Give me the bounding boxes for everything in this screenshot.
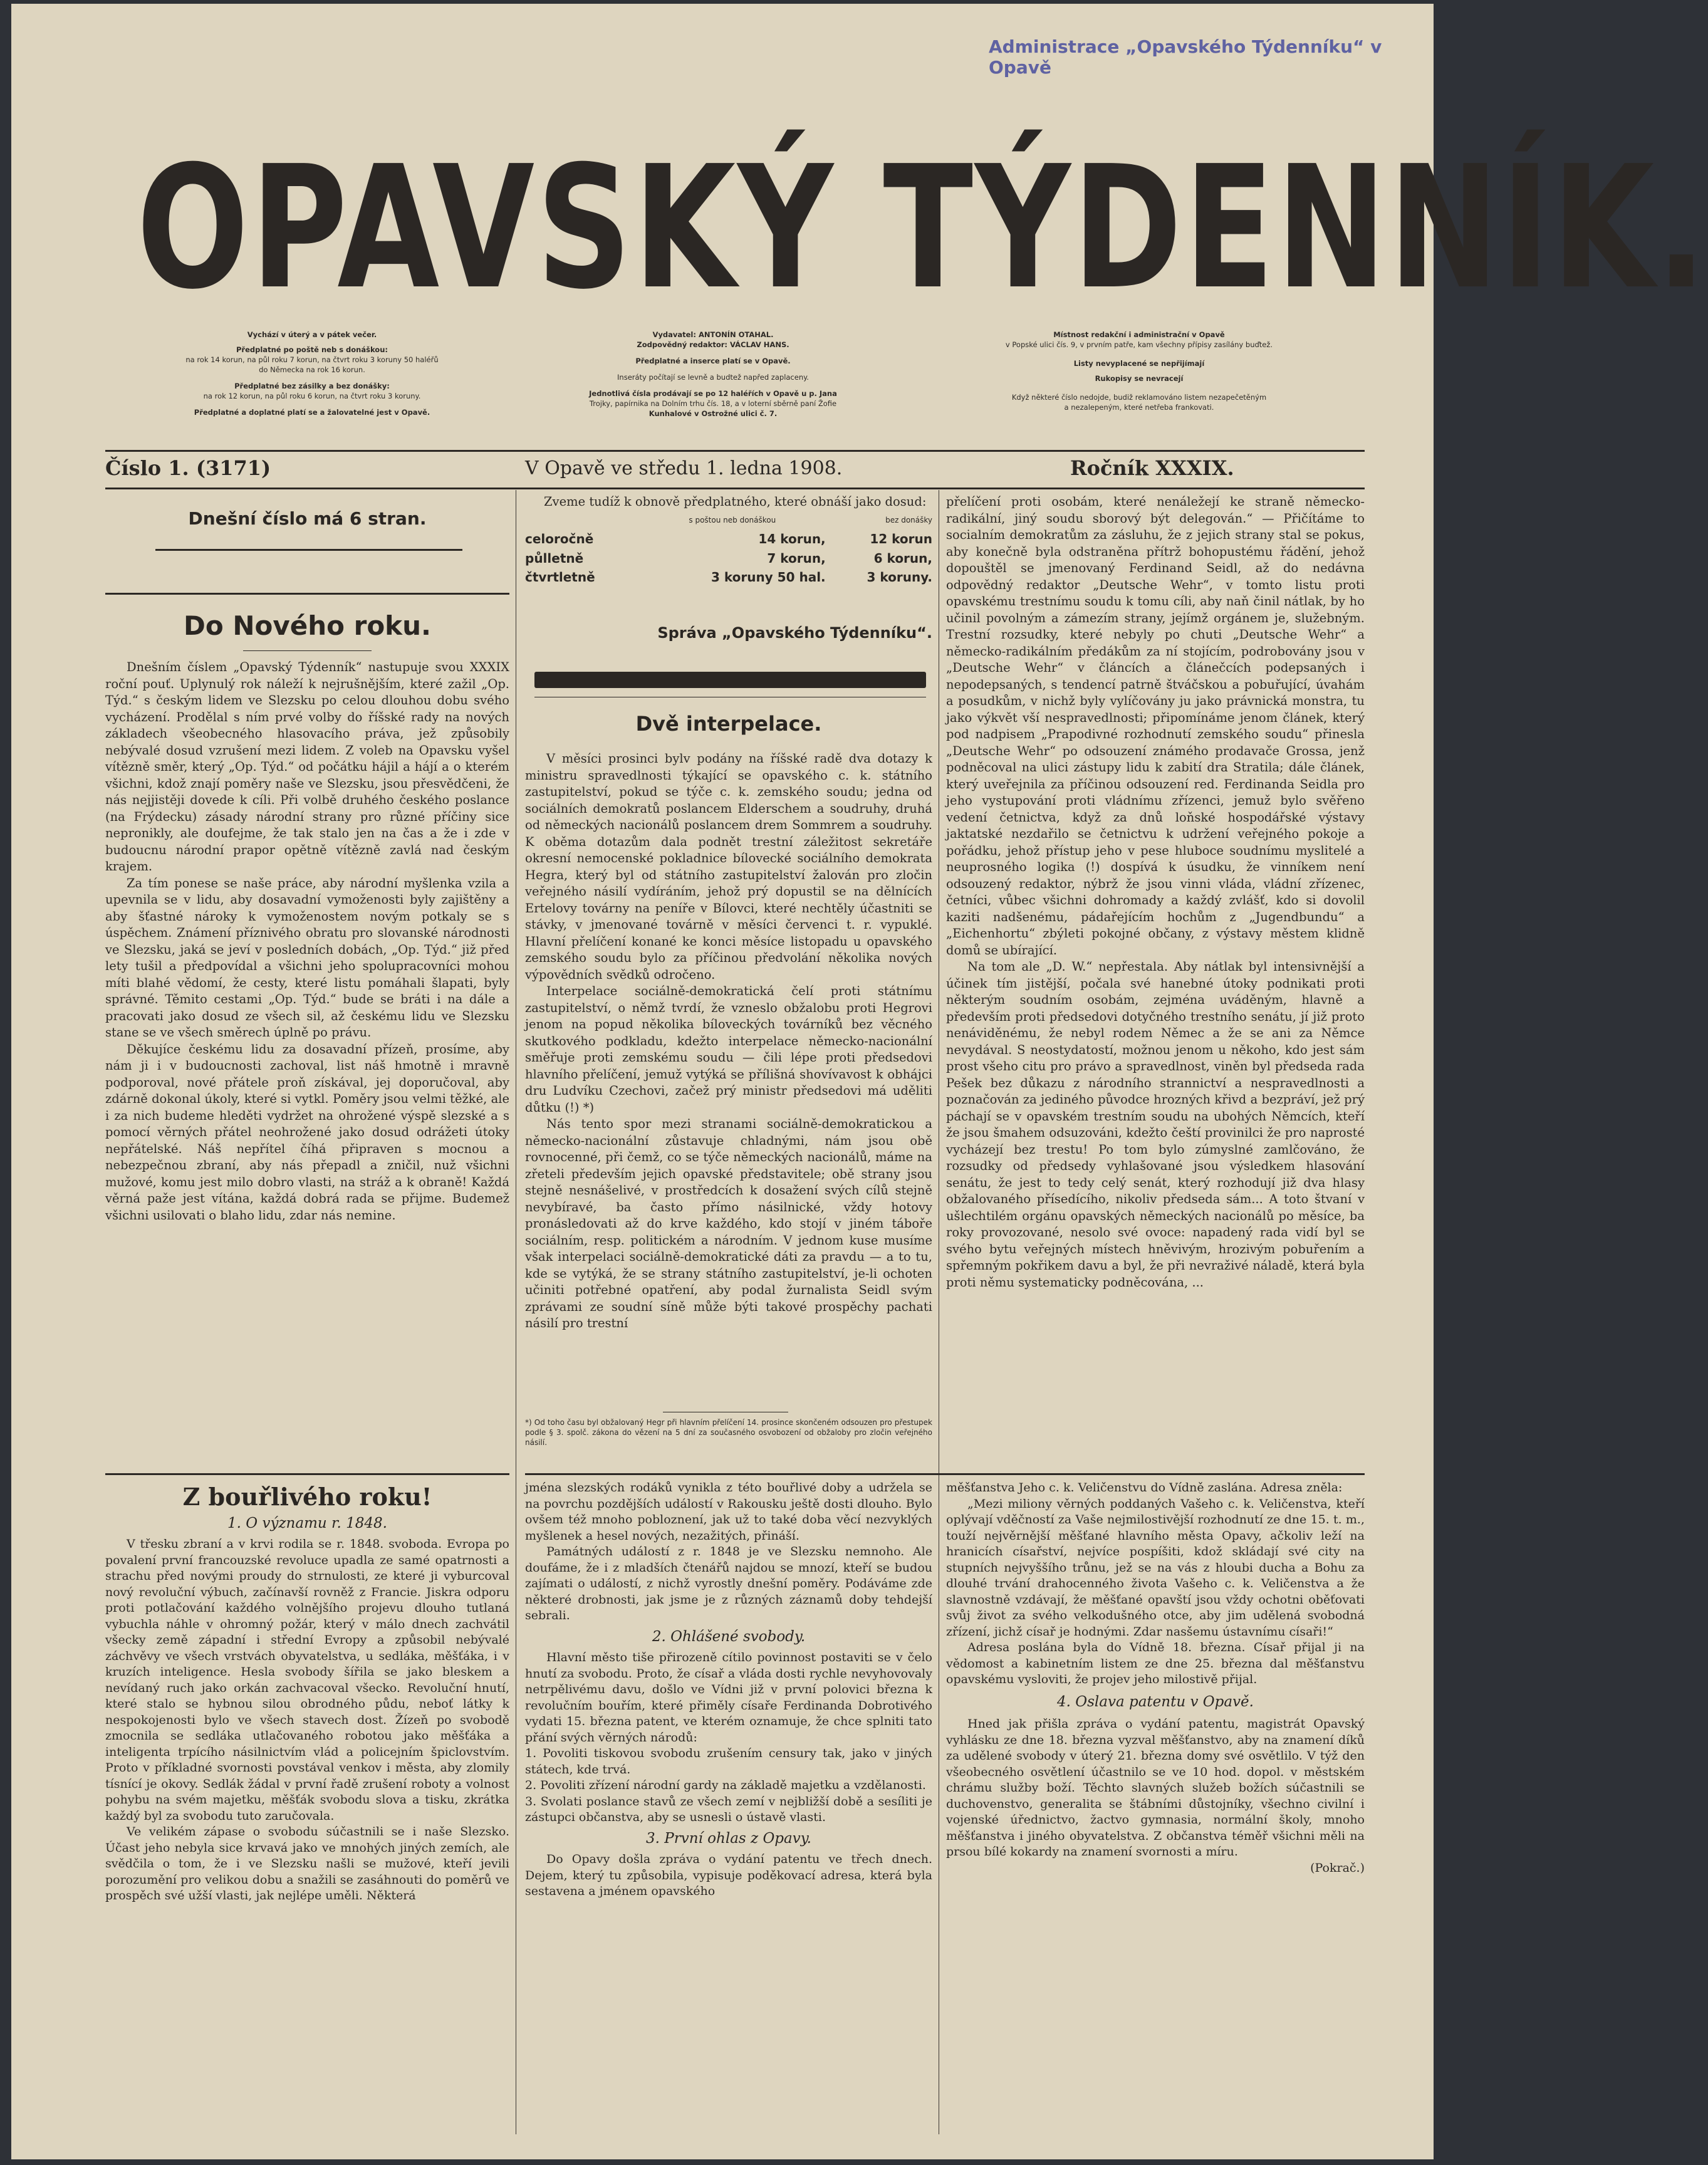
administration-stamp: Administrace „Opavského Týdenníku“ v Opavě xyxy=(989,36,1382,78)
info-ads: Inseráty počítají se levně a budtež napřed zaplaceny. xyxy=(617,373,809,382)
issue-date: V Opavě ve středu 1. ledna 1908. xyxy=(525,457,843,479)
masthead-title: OPAVSKÝ TÝDENNÍK. xyxy=(137,129,1708,326)
art4-title: Z bouřlivého roku! xyxy=(182,1483,432,1511)
art1-top-rule xyxy=(105,593,509,595)
subscription-row xyxy=(525,568,932,587)
art1-paragraph: Děkujíce českému lidu za dosavadní přízeň, prosíme, aby nám ji i v budoucnosti zachoval, list náš hmotně i mravně podporoval, nové přátele proň získával, jej doporučoval, aby zdárně dokonal úkoly, které si vytkl. Poměry jsou velmi těžké, ale i za nich budeme hleděti vydržet na ohrožené výspě slezské a s pomocí věrných přátel neohrožené jako dosud odrážeti útoky nepřátelské. Náš nepřítel číhá připraven s mocnou a nebezpečnou zbraní, aby nás přepadl a zničil, nuž všichni mužové, komu jest milo dobro vlasti, na stráž a k obraně! Každá věrná paže jest vítána, každá dobrá rada se přijme. Budemež všichni usilovati o blaho lidu, zdar nás nemine. xyxy=(105,1041,509,1223)
sub-nopost: 3 koruny. xyxy=(867,570,932,585)
issue-volume: Ročník XXXIX. xyxy=(1070,456,1234,480)
art4-paragraph: měšťanstva Jeho c. k. Veličenstvu do Vídně zaslána. Adresa zněla: xyxy=(946,1481,1343,1495)
art4-paragraph: Památných událostí z r. 1848 je ve Slezsku nemnoho. Ale doufáme, že i z mladších čtenářů najdou se mnozí, kteří se budou zajímati o událostí, z nichž vyrostly dnešní poměry. Podáváme zde některé drobnosti, jak jsme je z různých záznamů doby tehdejší sebrali. xyxy=(525,1545,932,1622)
sub-period: celoročně xyxy=(525,531,594,546)
art4-list-item: 2. Povoliti zřízení národní gardy na základě majetku a vzdělanosti. xyxy=(525,1778,926,1792)
sub-post: 3 koruny 50 hal. xyxy=(711,570,826,585)
info-complaint-2: a nezalepeným, které netřeba frankovati. xyxy=(1064,403,1214,412)
top-rule xyxy=(105,450,1365,452)
issue-rule xyxy=(105,488,1365,489)
info-publisher: Vydavatel: ANTONÍN OTAHAL. xyxy=(652,330,774,339)
info-left xyxy=(105,330,519,417)
art4-subhead-3: 3. První ohlas z Opavy. xyxy=(645,1830,811,1847)
decorative-band xyxy=(534,672,926,688)
sub-period: půlletně xyxy=(525,550,584,566)
subscription-row xyxy=(525,530,932,549)
subscription-box xyxy=(525,494,932,587)
art4-col2 xyxy=(525,1480,932,1900)
art4-paragraph: Hned jak přišla zpráva o vydání patentu, magistrát Opavský vyhlásku ze dne 18. března vyzval měšťanstvo, aby na znamení díků za udělené svobody v úterý 21. března domy své osvětlilo. V týž den všeobecného osvětlení účastnilo se ve 10 hod. dopol. v městském chrámu služby boží. Těchto slavných služeb božích súčastnili se duchovenstvo, generalita se štábními důstojníky, všechno civilní i vojenské úřednictvo, žactvo gymnasia, normální školy, mnoho měšťanstva i jiného obyvatelstva. Z občanstva téměř všichni měli na prsou bílé kokardy na znamení svornosti a míru. xyxy=(946,1717,1365,1859)
pages-note: Dnešní číslo má 6 stran. xyxy=(188,508,427,529)
subscription-table xyxy=(525,511,932,587)
art3-paragraph: přelíčení proti osobám, které nenáležejí ke straně německo-radikální, jiný soudu sborový být delegován.“ — Přičítáme to socialním demokratům za zásluhu, že z jejich strany stal se pokus, aby konečně byla odstraněna přítrž bohopustému řádění, jehož dopouštěl se jmenovaný Ferdinand Seidl, až do nedávna odpovědný redaktor „Deutsche Wehr“, v tomto listu proti opavskému trestnímu soudu k tomu cíli, aby naň činil nátlak, by ho učinil povolným a zámezím strany, jejímž orgánem je, služebným. Trestní rozsudky, které nebyly po chuti „Deutsche Wehr“ a německo-radikálním předákům za ní stojícím, podrobovány jsou v „Deutsche Wehr“ v článcích a článečcích podepsaných i nepodepsaných, s tendencí patrně štváčskou a pobuřující, úvahám a posudkům, v nichž byly vylíčovány ju jako právnická monstra, tu jako výkvět vší nespravedlnosti; připomínáme jenom článek, který pod nadpisem „Prapodivné rozhodnutí zemského soudu“ přinesla „Deutsche Wehr“ po odsouzení známého prodavače Grossa, jenž podněcoval na ulici zástupy lidu k zabití dra Stratila; dále článek, který uveřejnila za příčinou odsouzení red. Ferdinanda Seidla pro jeho vystupování proti vládnímu zřízenci, jemuž bylo svěřeno vedení četnictva, když za dnů loňské hospodářské výstavy jaktatské nezdařilo se četnictvu k udržení veřejného pokoje a pořádku, jehož přístup jeho v pese hluboce soudnímu myslitelé a neuprosného logika (!) dospívá k úsudku, že vinníkem není odsouzený redaktor, nýbrž že jsou vinni vláda, vládní zřízenec, četníci, vůbec všichni dohromady a každý zvlášť, kdo si dovolil kaziti nadšenému, pádařejícím hochům z „Jugendbundu“ a „Eichenhortu“ zbýleti pokojné občany, z výstavy městem klidně domů se ubírající. xyxy=(946,494,1365,957)
lower-rule xyxy=(525,1473,1365,1475)
subscription-signature: Správa „Opavského Týdenníku“. xyxy=(657,624,932,642)
info-office-addr: v Popské ulici čís. 9, v prvním patře, kam všechny přípisy zasílány buďtež. xyxy=(1005,340,1273,349)
sub-col-post: s poštou neb donáškou xyxy=(689,515,776,524)
art4-top-rule xyxy=(105,1473,509,1475)
art1-paragraph: Dnešním číslem „Opavský Týdenník“ nastupuje svou XXXIX roční pouť. Uplynulý rok náleží k nejrušnějším, které zažil „Op. Týd.“ s českým lidem ve Slezsku po celou dlouhou dobu svého vycházení. Prodělal s ním prvé volby do říšské rady na nových základech všeobecného hlasovacího práva, jež způsobily nebývalé dosud vzrušení mezi lidem. Z voleb na Opavsku vyšel vítězně směr, který „Op. Týd.“ od počátku hájil a hájí a o kterém všichni, kdož znají poměry naše ve Slezsku, jsou přesvědčeni, že nás nejjistěji dovede k cíli. Při volbě druhého českého poslance (na Frýdecku) zásady národní strany pro různé příčiny sice nepronikly, ale doufejme, že tak stalo jen na čas a že i zde v budoucnu národní prapor opětně vítězně zavlá nad českým krajem. xyxy=(105,660,509,874)
info-advance: Předplatné a doplatné platí se a žalovatelné jest v Opavě. xyxy=(194,408,430,417)
art4-paragraph: Do Opavy došla zpráva o vydání patentu ve třech dnech. Dejem, který tu způsobila, vypisuje poděkovací adresa, která byla sestavena a jménem opavského xyxy=(525,1852,932,1898)
art1-paragraph: Za tím ponese se naše práce, aby národní myšlenka vzila a upevnila se v lidu, aby dosavadní vymoženosti byly zajištěny a aby šťastné nároky k vymoženostem novým potkaly se s úspěchem. Známení příznivého obratu pro slovanské národnosti ve Slezsku, jaká se jeví v posledních dobách, „Op. Týd.“ již před lety tušil a předpovídal a všichni jeho spolupracovníci mohou míti blahé vědomí, že cesty, které listu pomáhali šlapati, byly správné. Těmito cestami „Op. Týd.“ bude se bráti i na dále a pracovati jako dosud ze všech sil, až českému lidu ve Slezsku stane se ve všech směrech úplně po právu. xyxy=(105,875,509,1040)
sub-post: 7 korun, xyxy=(767,550,826,566)
sub-nopost: 12 korun xyxy=(870,531,932,546)
newspaper-page xyxy=(11,4,1708,2159)
art4-paragraph: Ve velikém zápase o svobodu súčastnili se i naše Slezsko. Účast jeho nebyla sice krvavá jako ve mnohých jiných zemích, ale svědčila o tom, že i ve Slezsku našli se mužové, kteří jevili porozumění pro velikou dobu a snažili se zasáhnouti do poměrů ve prospěch své užší vlasti, jak nejlépe uměli. Některá xyxy=(105,1825,509,1902)
art4-subhead-2: 2. Ohlášené svobody. xyxy=(652,1628,806,1645)
art2-paragraph: V měsíci prosinci bylv podány na říšské radě dva dotazy k ministru spravedlnosti týkající se opavského c. k. státního zastupitelství, pokud se týče c. k. zemského soudu; jedna od sociálních demokratů poslancem Elderschem a soudruhy, druhá od německých nacionálů poslancem drem Sommrem a soudruhy. K oběma dotazům dala podnět trestní záležitost sekretáře okresní nemocenské pokladnice bílovecké sociálního demokrata Hegra, který byl od státního zastupitelství žalován pro zločin veřejného násilí vydíráním, jehož prý dopustil se na dělnících Ertelovy továrny na peníře v Bílovci, které nechtěly účastniti se stávky, v jmenované továrně v měsíci červenci t. r. vypuklé. Hlavní přelíčení konané ke konci měsíce listopadu u opavského zemského soudu bylo za příčinou předvolání několika nových výpovědních svědků odročeno. xyxy=(525,751,932,982)
art1-title: Do Nového roku. xyxy=(184,610,431,641)
art4-col1 xyxy=(105,1536,509,1904)
info-pickup-rates: na rok 12 korun, na půl roku 6 korun, na čtvrt roku 3 koruny. xyxy=(203,392,421,400)
info-published: Vychází v úterý a v pátek večer. xyxy=(247,330,377,339)
sub-nopost: 6 korun, xyxy=(873,550,932,566)
art4-continued: (Pokrač.) xyxy=(1310,1860,1365,1875)
info-editor: Zodpovědný redaktor: VÁCLAV HANS. xyxy=(637,340,789,349)
art2-footnote: *) Od toho času byl obžalovaný Hegr při hlavním přelíčení 14. prosince skončeném odsouzen pro přestupek podle § 3. spolč. zákona do vězení na 5 dní za současného osvobození od obžaloby pro zločin veřejného násilí. xyxy=(525,1418,932,1447)
art4-col3 xyxy=(946,1480,1365,1876)
info-manuscripts: Rukopisy se nevracejí xyxy=(1095,374,1184,383)
issue-number: Číslo 1. (3171) xyxy=(105,456,271,480)
info-single-1: Jednotlivá čísla prodávají se po 12 haléřích v Opavě u p. Jana xyxy=(589,389,837,398)
art4-paragraph: jména slezských rodáků vynikla z této bouřlivé doby a udržela se na povrchu pozdějších událostí v Rakousku ještě dosti dlouho. Bylo ovšem též mnoho pobloznení, jak už to také doba věcí nezvyklých myšlenek a hesel nových, nezažitých, přináší. xyxy=(525,1481,932,1543)
art2-body xyxy=(525,751,932,1332)
art4-paragraph: V třesku zbraní a v krvi rodila se r. 1848. svoboda. Evropa po povalení první francouzské revoluce upadla ze samé opatrnosti a strachu před novými proudy do strnulosti, ze které ji vyburcoval nový revoluční výbuch, začínavší rovněž z Francie. Jiskra odporu proti potlačování každého volnějšího projevu dlouho tutlaná vybuchla náhle v ohromný požár, který v málo dnech zachvátil všecky země západní i střední Evropy a způsobil nebývalé záchvěvy ve všech vrstvách obyvatelstva, u sedláka, měšťáka, i v kruzích inteligence. Hesla svobody šířila se jako bleskem a nevídaný ruch jako orkán zachvacoval všecko. Revoluční hnutí, které stalo se hybnou silou obrodného půdu, neboť látky k nespokojenosti bylo ve všech stavech dost. Žízeň po svobodě zmocnila se sedláka utlačovaného robotou jako měšťáka a inteligenta trpícího násilnictvím vlád a policejním špiclovstvím. Proto v příkladné svornosti povstával venkov i města, aby zlomily tísnící je okovy. Sedlák žádal v první řadě zrušení roboty a volnost pohybu na svém majetku, měšťák svobodu slova a tisku, zkrátka každý byl za svobodu tuto zaručovala. xyxy=(105,1537,509,1823)
art4-subhead-4: 4. Oslava patentu v Opavě. xyxy=(1057,1693,1254,1710)
art4-paragraph: Adresa poslána byla do Vídně 18. března. Císař přijal ji na vědomost a kabinetním listem ze dne 25. března dal měšťanstvu opavskému vysloviti, že projev jeho milostivě přijal. xyxy=(946,1641,1365,1686)
pages-note-rule xyxy=(155,549,462,551)
art3-body xyxy=(946,494,1365,1291)
info-paid: Předplatné a inserce platí se v Opavě. xyxy=(635,357,791,365)
art4-paragraph: Hlavní město tiše přirozeně cítilo povinnost postaviti se v čelo hnutí za svobodu. Proto, že císař a vláda dosti rychle nevyhovovaly netrpělivému davu, došlo ve Vídni již v první polovici března k revolučním bouřím, které přiměly císaře Ferdinanda Dobrotivého vydati 15. března patent, ve kterém oznamuje, že chce splniti tato přání svých věrných národů: xyxy=(525,1651,932,1745)
info-letters: Listy nevyplacené se nepřijímají xyxy=(1073,359,1205,368)
sub-col-empty xyxy=(525,511,639,530)
art2-title: Dvě interpelace. xyxy=(635,712,822,736)
subscription-intro: Zveme tudíž k obnově předplatného, které obnáší jako dosud: xyxy=(544,494,927,509)
info-middle xyxy=(531,330,895,419)
info-postal-head: Předplatné po poště neb s donáškou: xyxy=(236,345,388,354)
art4-list-item: 1. Povoliti tiskovou svobodu zrušením censury tak, jako v jiných státech, kde trvá. xyxy=(525,1746,932,1776)
info-single-2: Trojky, papírnika na Dolním trhu čís. 18, a v loterní sběrně paní Žofie xyxy=(589,399,837,408)
sub-period: čtvrtletně xyxy=(525,570,595,585)
art4-list-item: 3. Svolati poslance stavů ze všech zemí v nejbližší době a sesíliti je zástupci občanstva, aby se usnesli o ústavě vlasti. xyxy=(525,1794,932,1824)
info-complaint-1: Když některé číslo nedojde, budiž reklamováno listem nezapečetěným xyxy=(1011,393,1267,402)
art1-title-rule xyxy=(243,650,372,651)
sub-col-nopost: bez donášky xyxy=(885,515,932,524)
art2-paragraph: Nás tento spor mezi stranami sociálně-demokratickou a německo-nacionální zůstavuje chladnými, nám jsou obě rovnocenné, při čemž, co se týče německých nacionálů, máme na zřeteli především jejich opavské představitele; obě strany jsou stejně nesnášelivé, v prostředcích k dosažení svých cílů stejně nevybíravé, ba často přímo násilnické, vždy hotovy pronásledovati až do krve každého, kdo stojí v jiném táboře sociálním, resp. politickém a národním. V jednom kuse musíme však interpelaci sociálně-demokratické dáti za pravdu — a to tu, kde se vytýká, že se strany státního zastupitelství, je-li ochoten učiniti potřebné opatření, aby podal žurnalista Seidl svým zprávami ze soudní síně může býti takové prospěchy pachati násilí pro trestní xyxy=(525,1117,932,1330)
art2-paragraph: Interpelace sociálně-demokratická čelí proti státnímu zastupitelství, o němž tvrdí, že vzneslo obžalobu proti Hegrovi jenom na popud několika bíloveckých továrníků bez věcného skutkového podkladu, kdežto interpelace německo-nacionální směřuje proti zemskému soudu — čili lépe proti předsedovi hlavního přelíčení, jemuž vytýká se přílišná shovívavost k obhájci dru Ludvíku Czechovi, začež prý ministr předsedovi má uděliti důtku (!) *) xyxy=(525,984,932,1115)
info-single-3: Kunhalové v Ostrožné ulici č. 7. xyxy=(648,409,778,418)
subscription-row xyxy=(525,549,932,568)
info-right xyxy=(914,330,1365,412)
sub-post: 14 korun, xyxy=(758,531,826,546)
info-germany: do Německa na rok 16 korun. xyxy=(259,365,365,374)
info-office-head: Místnost redakční i administrační v Opavě xyxy=(1053,330,1225,339)
art1-body xyxy=(105,659,509,1224)
info-postal-rates: na rok 14 korun, na půl roku 7 korun, na čtvrt roku 3 koruny 50 haléřů xyxy=(185,355,439,364)
art4-paragraph: „Mezi miliony věrných poddaných Vašeho c. k. Veličenstva, kteří oplývají vděčností za Vaše nejmilostivější rozhodnutí ze dne 15. t. m., touží nejvěrnější měšťané hlavního města Opavy, ačkoliv leží na hranicích císařství, nejvíce pospíšiti, kdož skládají své city na stupních nejvyššího trůnu, jež se na vás z hloubi ducha a Bohu za dlouhé trvání drahocenného života Vašeho c. k. Veličenstva a že slavnostně vzdávají, že měšťané opavští jsou vždy ochotni oběťovati svůj život za svého velkodušného otce, aby jim udělená svobodná zřízení, jichž císař je hodnými. Zdar nasšemu ústavnímu císaři!“ xyxy=(946,1496,1365,1639)
art4-subtitle: 1. O významu r. 1848. xyxy=(227,1515,387,1531)
info-pickup-head: Předplatné bez zásilky a bez donášky: xyxy=(234,382,390,390)
art3-paragraph: Na tom ale „D. W.“ nepřestala. Aby nátlak byl intensivnější a účinek tím jistější, počala své hanebné útoky podnikati proti některým soudním osobám, zejména uváděným, hlavně a především proti předsedovi dotyčného trestního senátu, jí již proto nenáviděnému, že nebyl rodem Němec a že se ani za Němce nevydával. S neostydatostí, možnou jenom u někoho, kdo jest sám prost všeho citu pro právo a spravedlnost, viněn byl předseda rada Pešek bez důkazu z národního strannictví a nespravedlnosti a poznačován za jediného původce hrozných křivd a bezpráví, jež prý páchají se v opavském trestním soudu na ubohých Němcích, kteří že jsou šmahem odsuzováni, kdežto čeští provinilci že pro naprosté vycházejí bez trestu! Po tom bylo zúmyslné zamlčováno, že rozsudky od předsedy vyhlašované jsou výsledkem hlasování senátu, že jest to tedy celý senát, který rozhodují již dva hlasy obžalovaného přísedícího, nikoliv předseda sám... A toto štvaní v ušlechtilém orgánu opavských německých nacionálů po měsíce, ba roky provozované, nesolo své ovoce: napadený rada vidí byl se svého bytu veřejných místech hněvivým, hrozivým pobuřením a spřemným pokřikem davu a byl, že při nevraživé náladě, která byla proti němu systematicky podněcována, ... xyxy=(946,959,1365,1290)
